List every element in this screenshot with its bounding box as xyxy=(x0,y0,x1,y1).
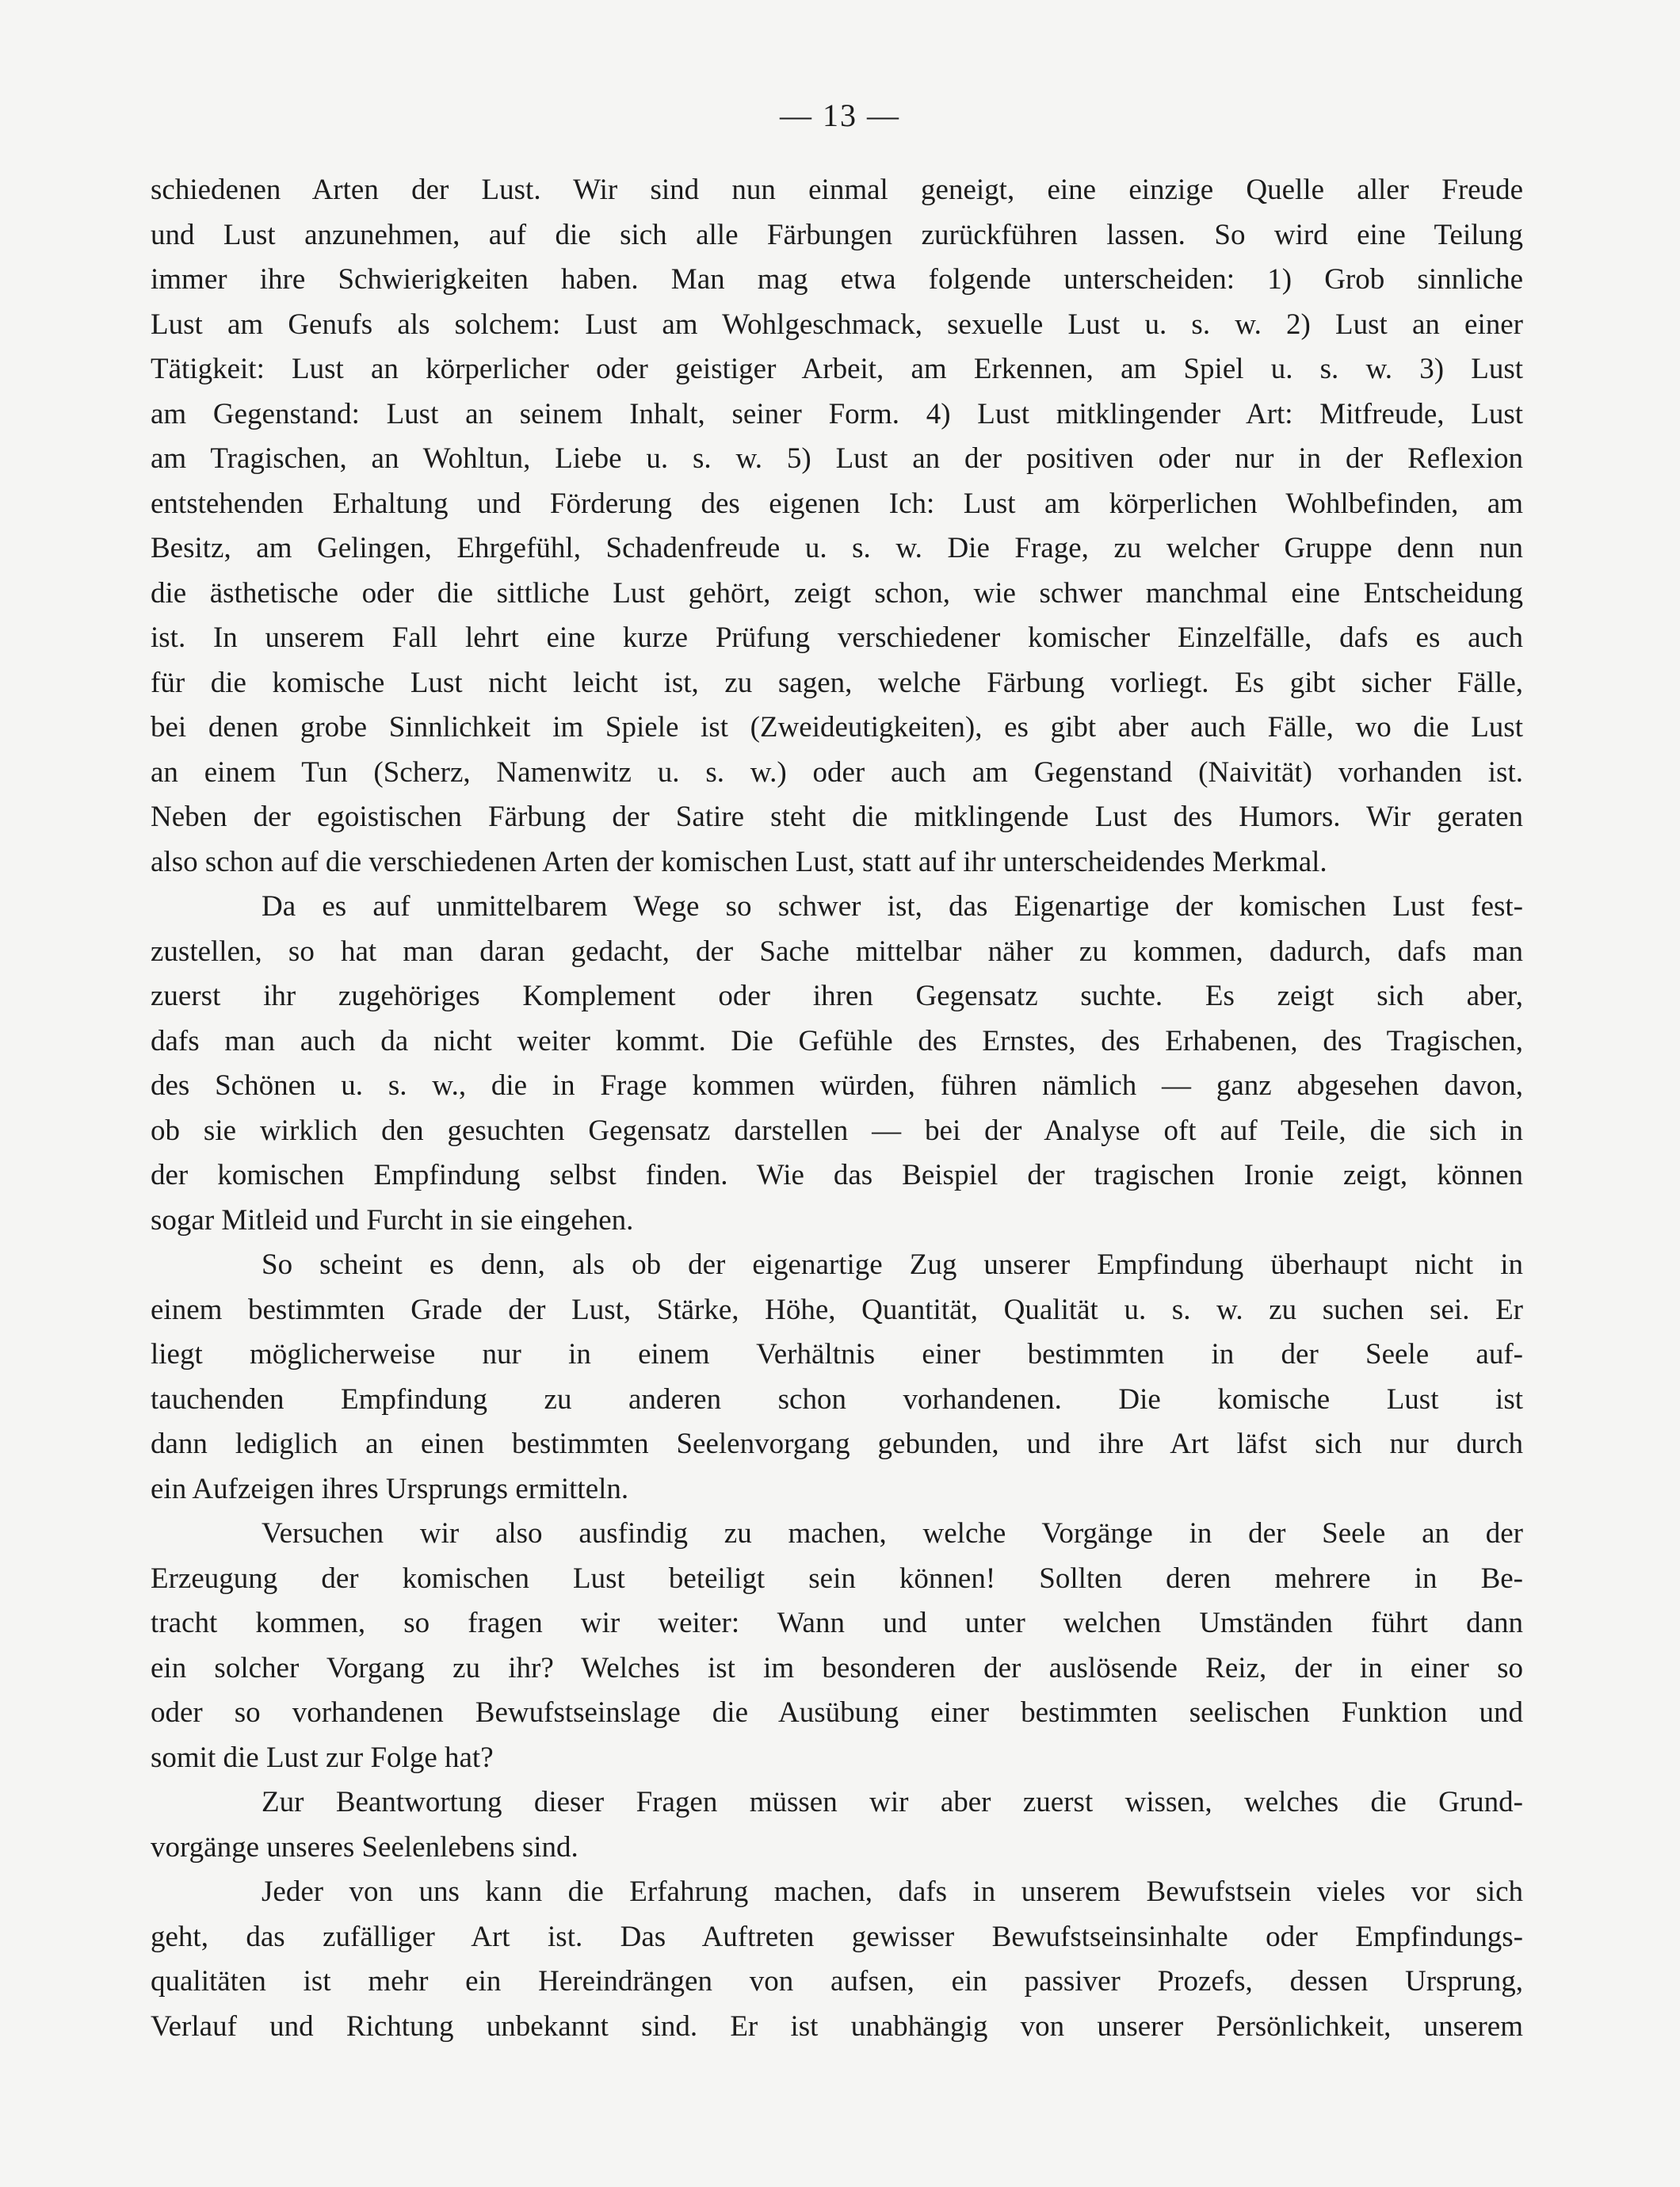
text-line: schiedenen Arten der Lust. Wir sind nun einmal geneigt, eine einzige Quelle aller Freude xyxy=(151,174,1523,206)
text-line: an einem Tun (Scherz, Namenwitz u. s. w.) oder auch am Gegenstand (Naivität) vorhanden ist. xyxy=(151,755,1523,789)
text-line: sogar Mitleid und Furcht in sie eingehen. xyxy=(151,1203,634,1237)
text-line: also schon auf die verschiedenen Arten der komischen Lust, statt auf ihr unterscheidendes Merkmal. xyxy=(151,845,1327,878)
text-line: somit die Lust zur Folge hat? xyxy=(151,1741,494,1774)
text-line: geht, das zufälliger Art ist. Das Auftreten gewisser Bewufstseinsinhalte oder Empfindungs- xyxy=(151,1920,1523,1953)
body-text xyxy=(151,168,1523,2049)
text-line: Da es auf unmittelbarem Wege so schwer ist, das Eigenartige der komischen Lust fest- xyxy=(262,890,1523,923)
text-line: ob sie wirklich den gesuchten Gegensatz darstellen — bei der Analyse oft auf Teile, die sich in xyxy=(151,1114,1523,1147)
text-line: am Gegenstand: Lust an seinem Inhalt, seiner Form. 4) Lust mitklingender Art: Mitfreude, Lust xyxy=(151,397,1523,430)
text-line: dann lediglich an einen bestimmten Seelenvorgang gebunden, und ihre Art läfst sich nur durch xyxy=(151,1428,1523,1460)
text-line: ein solcher Vorgang zu ihr? Welches ist im besonderen der auslösende Reiz, der in einer so xyxy=(151,1651,1523,1684)
text-line: tauchenden Empfindung zu anderen schon vorhandenen. Die komische Lust ist xyxy=(151,1382,1523,1416)
text-line: zustellen, so hat man daran gedacht, der Sache mittelbar näher zu kommen, dadurch, dafs man xyxy=(151,935,1523,968)
text-line: vorgänge unseres Seelenlebens sind. xyxy=(151,1830,578,1864)
text-line: Erzeugung der komischen Lust beteiligt sein können! Sollten deren mehrere in Be- xyxy=(151,1562,1523,1595)
text-line: bei denen grobe Sinnlichkeit im Spiele ist (Zweideutigkeiten), es gibt aber auch Fälle, wo die Lust xyxy=(151,711,1523,744)
text-line: qualitäten ist mehr ein Hereindrängen von aufsen, ein passiver Prozefs, dessen Ursprung, xyxy=(151,1965,1523,1998)
text-line: Besitz, am Gelingen, Ehrgefühl, Schadenfreude u. s. w. Die Frage, zu welcher Gruppe denn nun xyxy=(151,532,1523,564)
text-line: Lust am Genufs als solchem: Lust am Wohlgeschmack, sexuelle Lust u. s. w. 2) Lust an einer xyxy=(151,308,1523,341)
text-line: einem bestimmten Grade der Lust, Stärke, Höhe, Quantität, Qualität u. s. w. zu suchen sei. Er xyxy=(151,1293,1523,1326)
text-line: die ästhetische oder die sittliche Lust gehört, zeigt schon, wie schwer manchmal eine Entscheidung xyxy=(151,576,1523,610)
text-line: für die komische Lust nicht leicht ist, zu sagen, welche Färbung vorliegt. Es gibt sicher Fälle, xyxy=(151,666,1523,699)
text-line: dafs man auch da nicht weiter kommt. Die Gefühle des Ernstes, des Erhabenen, des Tragischen, xyxy=(151,1024,1523,1057)
text-line: ist. In unserem Fall lehrt eine kurze Prüfung verschiedener komischer Einzelfälle, dafs es auch xyxy=(151,621,1523,654)
text-line: immer ihre Schwierigkeiten haben. Man mag etwa folgende unterscheiden: 1) Grob sinnliche xyxy=(151,263,1523,296)
text-line: ein Aufzeigen ihres Ursprungs ermitteln. xyxy=(151,1472,629,1505)
text-line: des Schönen u. s. w., die in Frage kommen würden, führen nämlich — ganz abgesehen davon, xyxy=(151,1069,1523,1102)
text-line: So scheint es denn, als ob der eigenartige Zug unserer Empfindung überhaupt nicht in xyxy=(262,1248,1523,1281)
text-line: tracht kommen, so fragen wir weiter: Wann und unter welchen Umständen führt dann xyxy=(151,1607,1523,1639)
text-line: Jeder von uns kann die Erfahrung machen, dafs in unserem Bewufstsein vieles vor sich xyxy=(262,1875,1523,1908)
text-line: entstehenden Erhaltung und Förderung des eigenen Ich: Lust am körperlichen Wohlbefinden, am xyxy=(151,487,1523,520)
text-line: liegt möglicherweise nur in einem Verhältnis einer bestimmten in der Seele auf- xyxy=(151,1338,1523,1371)
text-line: am Tragischen, an Wohltun, Liebe u. s. w. 5) Lust an der positiven oder nur in der Reflexion xyxy=(151,442,1523,475)
text-line: Zur Beantwortung dieser Fragen müssen wir aber zuerst wissen, welches die Grund- xyxy=(262,1786,1523,1818)
page-number: — 13 — xyxy=(780,97,900,133)
text-line: Versuchen wir also ausfindig zu machen, welche Vorgänge in der Seele an der xyxy=(262,1517,1523,1550)
text-line: Verlauf und Richtung unbekannt sind. Er ist unabhängig von unserer Persönlichkeit, unserem xyxy=(151,2009,1523,2043)
text-line: Tätigkeit: Lust an körperlicher oder geistiger Arbeit, am Erkennen, am Spiel u. s. w. 3) Lust xyxy=(151,353,1523,385)
text-line: der komischen Empfindung selbst finden. Wie das Beispiel der tragischen Ironie zeigt, können xyxy=(151,1159,1523,1191)
text-line: Neben der egoistischen Färbung der Satire steht die mitklingende Lust des Humors. Wir geraten xyxy=(151,801,1523,833)
text-line: und Lust anzunehmen, auf die sich alle Färbungen zurückführen lassen. So wird eine Teilung xyxy=(151,218,1523,251)
text-line: oder so vorhandenen Bewufstseinslage die Ausübung einer bestimmten seelischen Funktion und xyxy=(151,1696,1523,1729)
text-line: zuerst ihr zugehöriges Komplement oder ihren Gegensatz suchte. Es zeigt sich aber, xyxy=(151,980,1523,1012)
